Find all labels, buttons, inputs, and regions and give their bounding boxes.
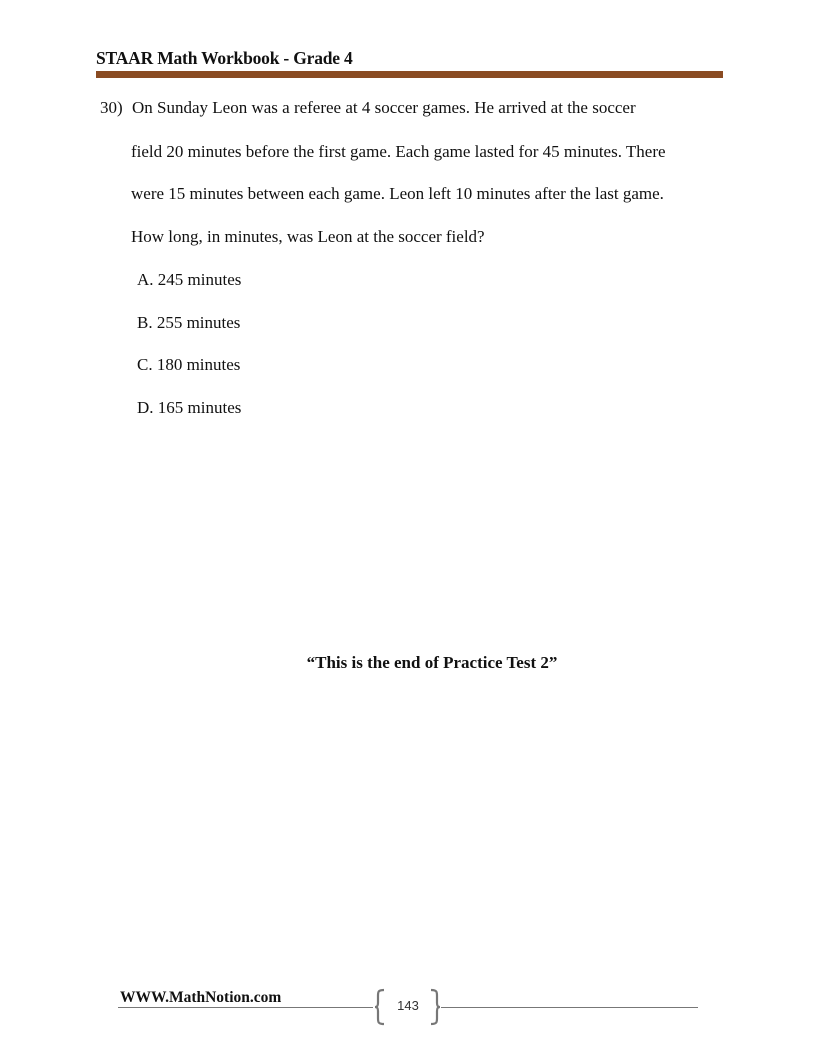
answer-option-b: B. 255 minutes — [137, 313, 241, 332]
question-number: 30) — [100, 98, 123, 117]
answer-option-c: C. 180 minutes — [137, 355, 241, 374]
answer-option-d: D. 165 minutes — [137, 398, 242, 417]
left-brace-icon — [373, 988, 387, 1026]
workbook-title: STAAR Math Workbook - Grade 4 — [96, 48, 353, 68]
question-text-line-4: How long, in minutes, was Leon at the soccer field? — [131, 227, 485, 246]
answer-option-a: A. 245 minutes — [137, 270, 242, 289]
page-number: 143 — [397, 998, 419, 1013]
right-brace-icon — [428, 988, 442, 1026]
question-text-line-2: field 20 minutes before the first game. Each game lasted for 45 minutes. There — [131, 142, 666, 161]
end-of-test-note: “This is the end of Practice Test 2” — [306, 653, 558, 672]
footer-rule-left — [118, 1007, 373, 1008]
header-divider — [96, 71, 723, 78]
question-text-line-1: On Sunday Leon was a referee at 4 soccer games. He arrived at the soccer — [132, 98, 636, 117]
footer-rule-right — [441, 1007, 698, 1008]
footer-website: WWW.MathNotion.com — [120, 989, 282, 1006]
question-text-line-3: were 15 minutes between each game. Leon left 10 minutes after the last game. — [131, 184, 664, 203]
